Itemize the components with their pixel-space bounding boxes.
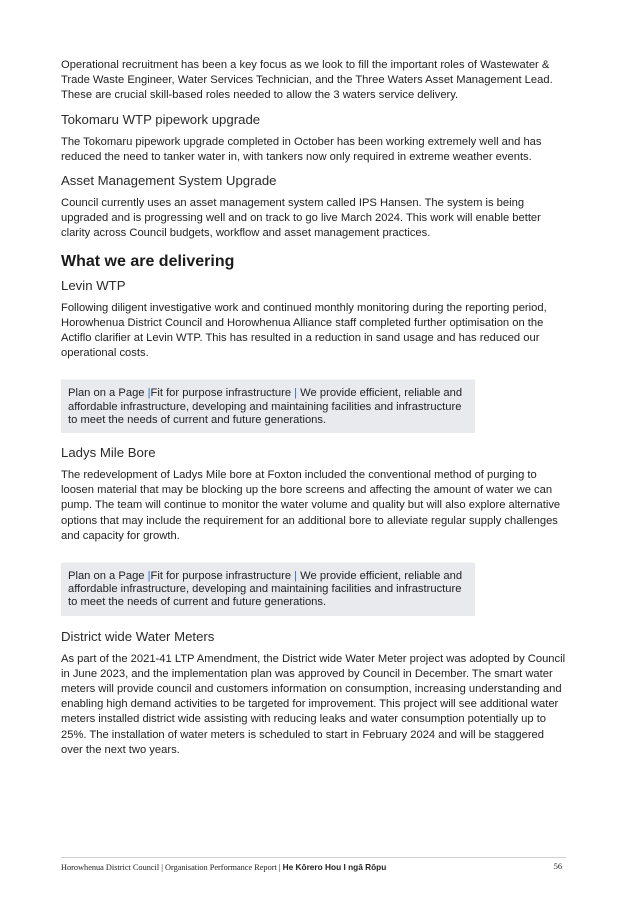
levin-heading: Levin WTP	[61, 277, 126, 293]
page-content	[61, 58, 566, 758]
plan-callout-1	[61, 379, 475, 433]
callout-separator: |	[294, 570, 298, 583]
callout-theme: Fit for purpose infrastructure	[150, 570, 295, 583]
levin-paragraph: Following diligent investigative work and continued monthly monitoring during the reporting period, Horowhenua District Council and Horowhenua Alliance staff completed further optimisation on the Actiflo clarifier at Levin WTP. This has resulted in a reduction in sand usage and has reduced our operational costs.	[61, 301, 547, 360]
intro-paragraph: Operational recruitment has been a key focus as we look to fill the important roles of Wastewater & Trade Waste Engineer, Water Services Technician, and the Three Waters Asset Management Lead. These are crucial skill-based roles needed to allow the 3 waters service delivery.	[61, 59, 553, 102]
ladys-mile-paragraph: The redevelopment of Ladys Mile bore at Foxton included the conventional method of purging to loosen material that may be blocking up the bore screens and affecting the amount of water we can pump. The team will continue to monitor the water volume and quality but will also explore alternative options that may include the requirement for an additional bore to alleviate regular supply challenges and capacity for growth.	[61, 469, 561, 542]
callout-description: We provide efficient, reliable and affordable infrastructure, developing and maintaining facilities and infrastructure to meet the needs of current and future generations.	[68, 387, 463, 426]
asset-management-paragraph: Council currently uses an asset management system called IPS Hansen. The system is being upgraded and is progressing well and on track to go live March 2024. This work will enable better clarity across Council budgets, workflow and asset management practices.	[61, 197, 541, 240]
tokomaru-paragraph: The Tokomaru pipework upgrade completed in October has been working extremely well and has reduced the need to tanker water in, with tankers now only required in extreme weather events.	[61, 135, 542, 163]
footer-title: He Kōrero Hou I ngā Rōpu	[282, 862, 387, 872]
callout-theme: Fit for purpose infrastructure	[150, 387, 295, 400]
callout-prefix: Plan on a Page	[68, 570, 148, 583]
ladys-mile-heading: Ladys Mile Bore	[61, 445, 156, 461]
tokomaru-heading: Tokomaru WTP pipework upgrade	[61, 111, 261, 127]
callout-description: We provide efficient, reliable and affordable infrastructure, developing and maintaining facilities and infrastructure to meet the needs of current and future generations.	[68, 570, 463, 609]
page-footer	[61, 857, 566, 872]
delivering-heading: What we are delivering	[61, 252, 235, 270]
callout-separator: |	[294, 387, 298, 400]
footer-text: Horowhenua District Council | Organisation Performance Report |	[61, 863, 283, 872]
callout-separator: |	[147, 570, 151, 583]
callout-prefix: Plan on a Page	[68, 387, 148, 400]
callout-separator: |	[147, 387, 151, 400]
asset-management-heading: Asset Management System Upgrade	[61, 173, 277, 189]
page-number: 56	[553, 862, 562, 871]
water-meters-heading: District wide Water Meters	[61, 628, 215, 644]
water-meters-paragraph: As part of the 2021-41 LTP Amendment, the District wide Water Meter project was adopted by Council in June 2023, and the implementation plan was approved by Council in December. The smart water meters will provide council and customers information on consumption, increasing understanding and enabling high demand activities to be targeted for improvement. This project will see additional water meters installed district wide assisting with reducing leaks and water consumption potentially up to 25%. The installation of water meters is scheduled to start in February 2024 and will be staggered over the next two years.	[61, 652, 566, 756]
plan-callout-2	[61, 562, 475, 616]
